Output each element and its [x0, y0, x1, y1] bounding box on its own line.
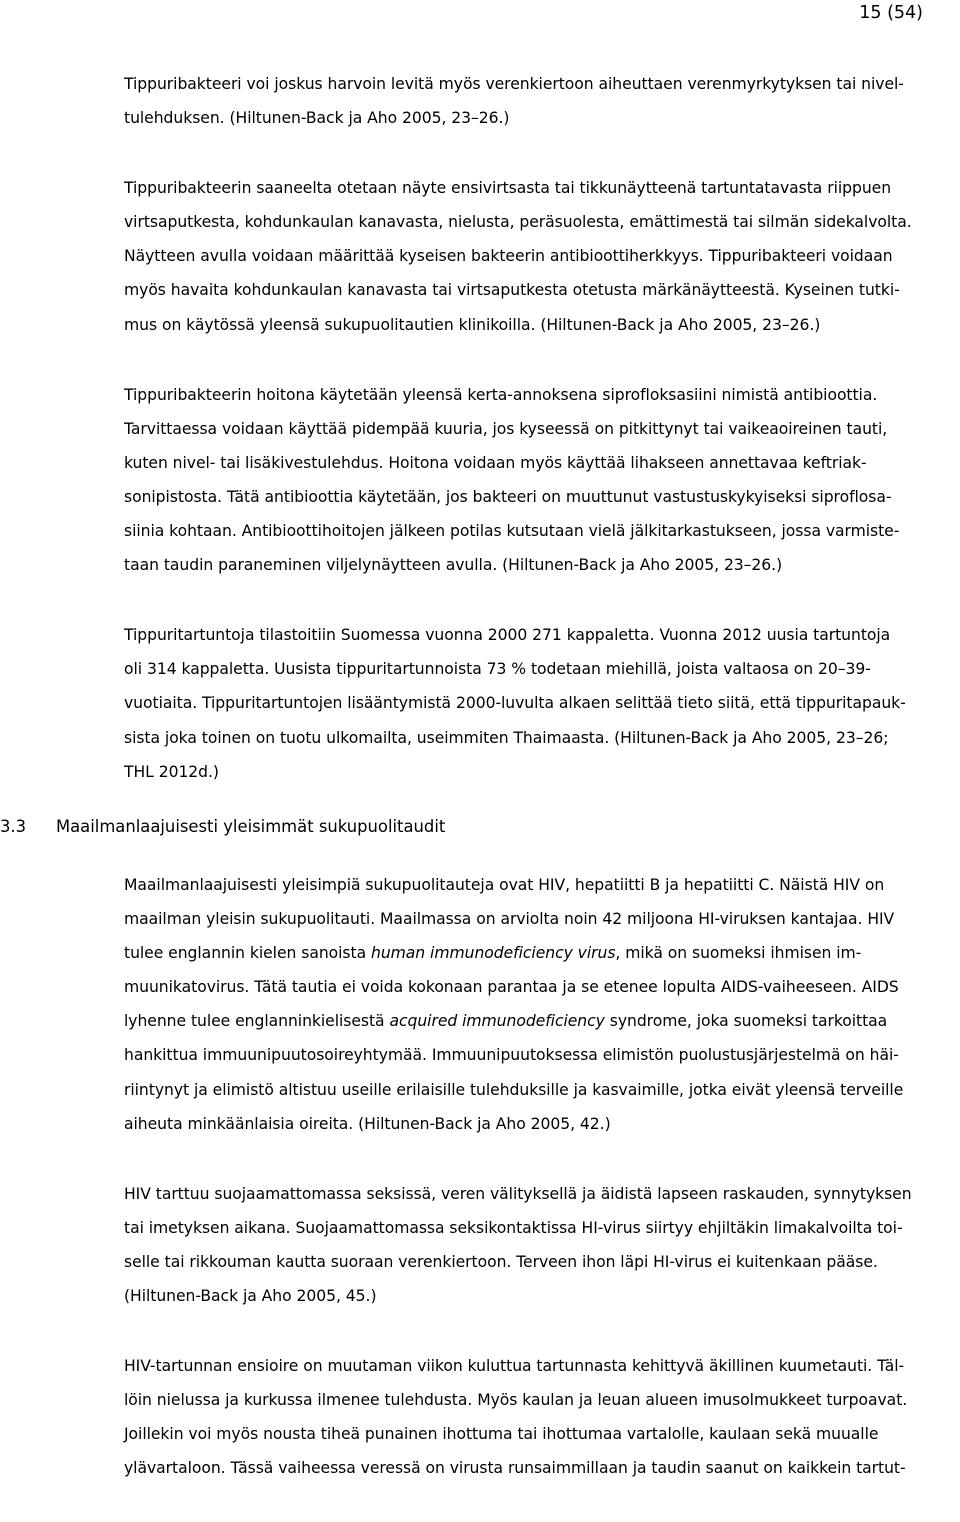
text-line: Joillekin voi myös nousta tiheä punainen ihottuma tai ihottumaa vartalolle, kaulaan sekä muualle — [124, 1425, 879, 1444]
text-line: maailman yleisin sukupuolitauti. Maailmassa on arviolta noin 42 miljoona HI-viruksen kantajaa. HIV — [124, 910, 895, 929]
text-line: Tarvittaessa voidaan käyttää pidempää kuuria, jos kyseessä on pitkittynyt tai vaikeaoireinen tauti, — [124, 419, 888, 438]
text-line: Maailmanlaajuisesti yleisimpiä sukupuolitauteja ovat HIV, hepatiitti B ja hepatiitti C. Näistä HIV on — [124, 876, 885, 894]
paragraph — [124, 618, 954, 788]
text-line — [124, 1004, 960, 1038]
text-segment: syndrome, joka suomeksi tarkoittaa — [604, 1012, 888, 1031]
text-line: sonipistosta. Tätä antibioottia käytetään, jos bakteeri on muuttunut vastustuskykyiseksi siproflosa- — [124, 487, 892, 506]
paragraph — [124, 1177, 960, 1313]
text-segment: lyhenne tulee englanninkielisestä — [124, 1012, 390, 1031]
paragraph — [124, 171, 954, 341]
text-line: ylävartaloon. Tässä vaiheessa veressä on virusta runsaimmillaan ja taudin saanut on kaikkein tartut- — [124, 1459, 906, 1478]
section-heading — [0, 810, 960, 844]
text-segment: , mikä on suomeksi ihmisen im- — [615, 944, 862, 963]
text-line: sista joka toinen on tuotu ulkomailta, useimmiten Thaimaasta. (Hiltunen-Back ja Aho 2005, 23–26; — [124, 728, 889, 747]
body-text-lower — [124, 868, 960, 1522]
section-title: Maailmanlaajuisesti yleisimmät sukupuolitaudit — [56, 817, 446, 836]
text-line: (Hiltunen-Back ja Aho 2005, 45.) — [124, 1287, 377, 1306]
text-line: tulehduksen. (Hiltunen-Back ja Aho 2005, 23–26.) — [124, 109, 510, 128]
text-segment: tulee englannin kielen sanoista — [124, 944, 371, 963]
text-line: THL 2012d.) — [124, 762, 219, 781]
italic-term: acquired immunodeficiency — [389, 1012, 605, 1031]
paragraph — [124, 67, 954, 135]
text-line: oli 314 kappaletta. Uusista tippuritartunnoista 73 % todetaan miehillä, joista valtaosa on 20–39- — [124, 660, 871, 679]
page-number: 15 (54) — [859, 3, 923, 23]
text-line: Tippuribakteerin hoitona käytetään yleensä kerta-annoksena siprofloksasiini nimistä antibioottia. — [124, 385, 878, 404]
text-line — [124, 936, 960, 970]
text-line: Tippuribakteerin saaneelta otetaan näyte ensivirtsasta tai tikkunäytteenä tartuntatavasta riippuen — [124, 179, 892, 198]
paragraph — [124, 1349, 960, 1485]
text-line: hankittua immuunipuutosoireyhtymää. Immuunipuutoksessa elimistön puolustusjärjestelmä on häi- — [124, 1046, 899, 1065]
text-line: tai imetyksen aikana. Suojaamattomassa seksikontaktissa HI-virus siirtyy ehjiltäkin limakalvoilta toi- — [124, 1218, 903, 1237]
text-line: virtsaputkesta, kohdunkaulan kanavasta, nielusta, peräsuolesta, emättimestä tai silmän sidekalvolta. — [124, 213, 912, 232]
italic-term: human immunodeficiency virus — [371, 944, 616, 963]
text-line: siinia kohtaan. Antibioottihoitojen jälkeen potilas kutsutaan vielä jälkitarkastukseen, jossa varmiste- — [124, 522, 900, 541]
section-number: 3.3 — [0, 817, 27, 836]
text-line: riintynyt ja elimistö altistuu useille erilaisille tulehduksille ja kasvaimille, jotka eivät yleensä terveille — [124, 1080, 904, 1099]
text-line: Näytteen avulla voidaan määrittää kyseisen bakteerin antibioottiherkkyys. Tippuribakteeri voidaan — [124, 247, 893, 266]
text-line: myös havaita kohdunkaulan kanavasta tai virtsaputkesta otetusta märkänäytteestä. Kyseinen tutki- — [124, 281, 900, 300]
body-text-upper — [124, 67, 954, 825]
text-line: taan taudin paraneminen viljelynäytteen avulla. (Hiltunen-Back ja Aho 2005, 23–26.) — [124, 556, 783, 575]
paragraph — [124, 378, 954, 583]
paragraph — [124, 868, 960, 1141]
text-line: HIV-tartunnan ensioire on muutaman viikon kuluttua tartunnasta kehittyvä äkillinen kuumetauti. Täl- — [124, 1357, 905, 1376]
text-line: löin nielussa ja kurkussa ilmenee tulehdusta. Myös kaulan ja leuan alueen imusolmukkeet turpoavat. — [124, 1391, 908, 1410]
text-line: selle tai rikkouman kautta suoraan verenkiertoon. Terveen ihon läpi HI-virus ei kuitenkaan pääse. — [124, 1252, 878, 1271]
text-line: kuten nivel- tai lisäkivestulehdus. Hoitona voidaan myös käyttää lihakseen annettavaa keftriak- — [124, 453, 867, 472]
text-line: HIV tarttuu suojaamattomassa seksissä, veren välityksellä ja äidistä lapseen raskauden, synnytyksen — [124, 1184, 912, 1203]
text-line: vuotiaita. Tippuritartuntojen lisääntymistä 2000-luvulta alkaen selittää tieto siitä, että tippuritapauk- — [124, 694, 906, 713]
text-line: mus on käytössä yleensä sukupuolitautien klinikoilla. (Hiltunen-Back ja Aho 2005, 23–26.) — [124, 315, 821, 334]
text-line: Tippuribakteeri voi joskus harvoin levitä myös verenkiertoon aiheuttaen verenmyrkytyksen tai nivel- — [124, 75, 904, 93]
text-line: Tippuritartuntoja tilastoitiin Suomessa vuonna 2000 271 kappaletta. Vuonna 2012 uusia tartuntoja — [124, 626, 891, 645]
text-line: aiheuta minkäänlaisia oireita. (Hiltunen-Back ja Aho 2005, 42.) — [124, 1114, 611, 1133]
text-line: muunikatovirus. Tätä tautia ei voida kokonaan parantaa ja se etenee lopulta AIDS-vaiheeseen. AIDS — [124, 978, 899, 997]
